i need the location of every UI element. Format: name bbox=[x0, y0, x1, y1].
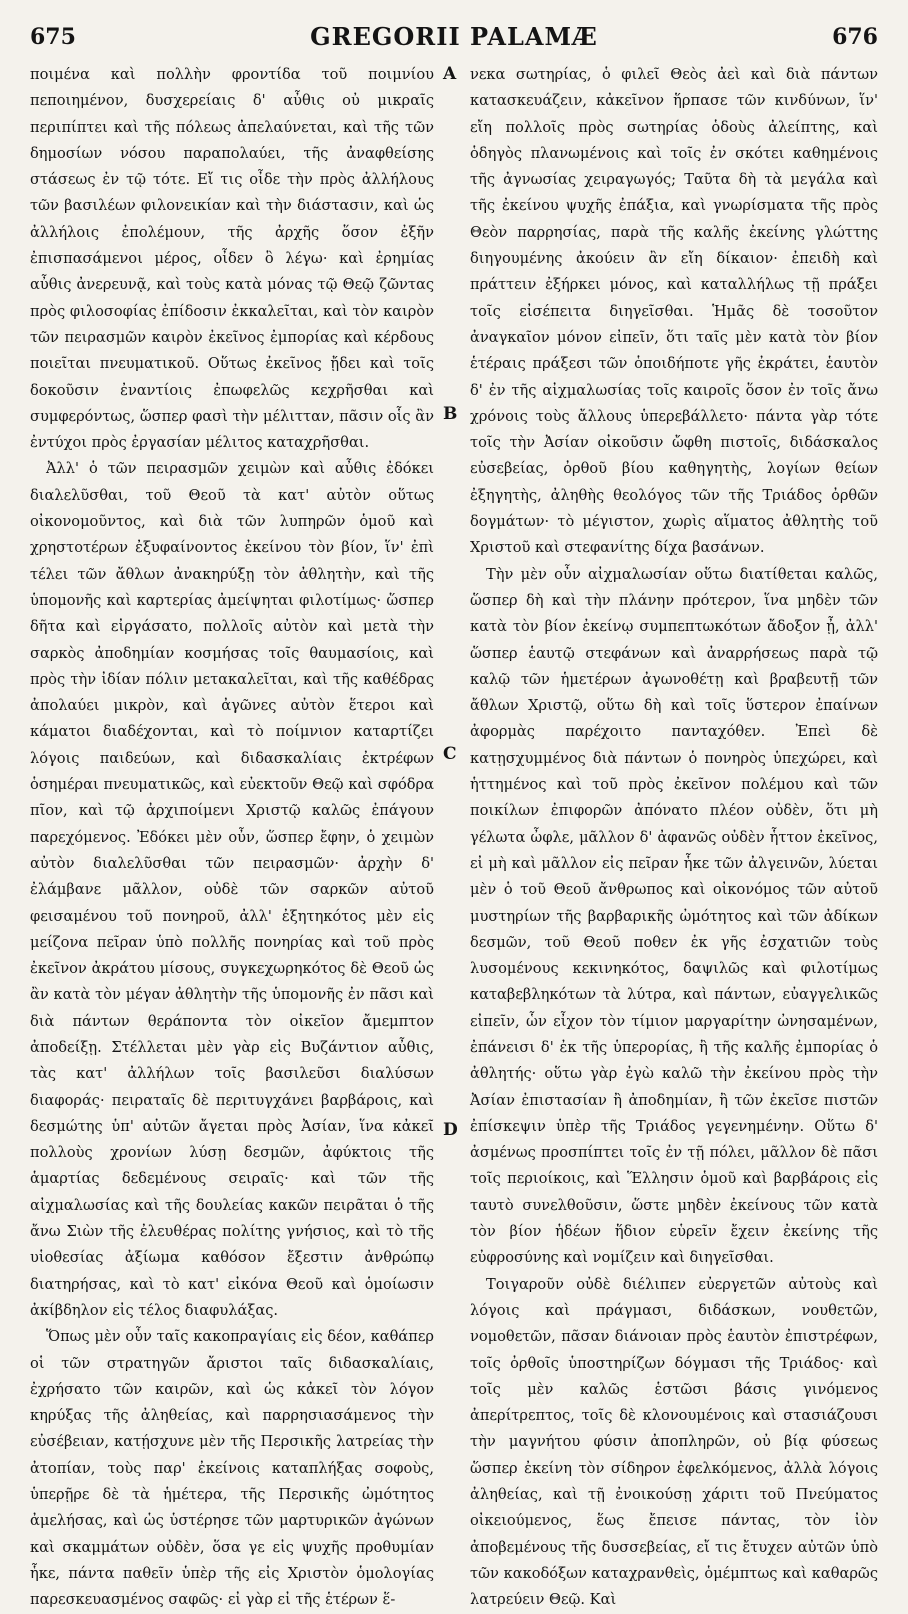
paragraph: νεκα σωτηρίας, ὁ φιλεῖ Θεὸς ἀεὶ καὶ διὰ πάντων κατασκευάζειν, κἀκεῖνον ἥρπασε τῶν κινδύνων, ἵν' εἴη πολλοῖς πρὸς σωτηρίας ὁδοὺς ἀλείπτης, καὶ ὁδηγὸς πλανωμένοις καὶ τοῖς ἐν σκότει καθημένοις τῆς ἀγνωσίας χειραγωγός; Ταῦτα δὴ τὰ μεγάλα καὶ τῆς ἐκείνου ψυχῆς ἐπάξια, καὶ γνωρίσματα τῆς πρὸς Θεὸν παρρησίας, παρὰ τῆς καλῆς ἐκείνης γλώττης διηγουμένης ἀκούειν ἂν εἴη δίκαιον· ἐπειδὴ καὶ πράττειν ἐξήρκει μόνος, καὶ καταλλήλως τῇ πράξει τοῖς εἰσέπειτα διηγεῖσθαι. Ἡμᾶς δὲ τοσοῦτον ἀναγκαῖον μόνον εἰπεῖν, ὅτι ταῖς μὲν κατὰ τὸν βίον ἑτέραις πράξεσι τῶν ὁποιδήποτε γῆς ἐκράτει, ἑαυτὸν δ' ἐν τῆς αἰχμαλωσίας τοῖς καιροῖς ὅσον ἐν τοῖς ἄνω χρόνοις τοὺς ἄλλους ὑπερεβάλλετο· πάντα γὰρ τότε τοῖς τὴν Ἀσίαν οἰκοῦσιν ὤφθη πιστοῖς, διδάσκαλος εὐσεβείας, ὀρθοῦ βίου καθηγητὴς, λογίων θείων ἐξηγητὴς, ἀληθὴς θεολόγος τῶν τῆς Τριάδος ὀρθῶν δογμάτων· τὸ μέγιστον, χωρὶς αἵματος ἀθλητὴς τοῦ Χριστοῦ καὶ στεφανίτης δίχα βασάνων. bbox=[470, 66, 878, 557]
running-header bbox=[30, 18, 878, 58]
margin-marker-b: B bbox=[443, 404, 458, 424]
paragraph: ποιμένα καὶ πολλὴν φροντίδα τοῦ ποιμνίου πεποιημένον, δυσχερείαις δ' αὖθις οὐ μικραῖς περιπίπτει καὶ τῆς πόλεως ἀπελαύνεται, καὶ τῆς τῶν δημοσίων νόσου παραπολαύει, τῆς ἀναφθείσης στάσεως ἐν τῷ τότε. Εἴ τις οἶδε τὴν πρὸς ἀλλήλους τῶν βασιλέων φιλονεικίαν καὶ τὴν διάστασιν, καὶ ὡς ἀλλήλοις ἐπολέμουν, τῆς ἀρχῆς ὅσον ἐξῆν ἐπισπασάμενοι μέρος, οἶδεν ὃ λέγω· καὶ ἐρημίας αὖθις ἀνερευνᾷ, καὶ τοὺς κατὰ μόνας τῷ Θεῷ ζῶντας πρὸς φιλοσοφίας ἐπίδοσιν ἐκκαλεῖται, καὶ τὸν καιρὸν τῶν πειρασμῶν καιρὸν ἐκεῖνος ἐμπορίας καὶ κέρδους ποιεῖται πνευματικοῦ. Οὕτως ἐκεῖνος ᾔδει καὶ τοῖς δοκοῦσιν ἐναντίοις ἐπωφελῶς κεχρῆσθαι καὶ συμφερόντως, ὥσπερ φασὶ τὴν μέλιτταν, πᾶσιν οἷς ἂν ἐντύχοι πρὸς ἐργασίαν μέλιτος καταχρῆσθαι. bbox=[30, 66, 434, 452]
running-title: GREGORII PALAMÆ bbox=[310, 22, 598, 51]
page-number-right: 676 bbox=[832, 24, 878, 50]
margin-marker-c: C bbox=[443, 744, 457, 764]
paragraph: Ἀλλ' ὁ τῶν πειρασμῶν χειμὼν καὶ αὖθις ἐδόκει διαλελῦσθαι, τοῦ Θεοῦ τὰ κατ' αὐτὸν οὕτως οἰκονομοῦντος, καὶ διὰ τῶν λυπηρῶν ὁμοῦ καὶ χρηστοτέρων ἐξυφαίνοντος ἐκείνου τὸν βίον, ἵν' ἐπὶ τέλει τῶν ἄθλων ἀνακηρύξῃ τὸν ἀθλητὴν, καὶ τῆς ὑπομονῆς καὶ καρτερίας ἀμείψηται φιλοτίμως· ὥσπερ δῆτα καὶ εἰργάσατο, πολλοῖς αὐτὸν καὶ μετὰ τὴν σαρκὸς ἀποδημίαν κοσμήσας τοῖς θαυμασίοις, καὶ πρὸς τὴν ἰδίαν πόλιν μετακαλεῖται, καὶ τῆς καθέδρας ἀπολαύει μικρὸν, καὶ ἀγῶνες αὐτὸν ἕτεροι καὶ κάματοι διαδέχονται, καὶ τὸ ποίμνιον καταρτίζει λόγοις παιδεύων, καὶ διδασκαλίαις ἐκτρέφων ὁσημέραι πνευματικῶς, καὶ εὐεκτοῦν Θεῷ καὶ σφόδρα πῖον, καὶ τῷ ἀρχιποίμενι Χριστῷ καλῶς ἐπάγουν παρεχόμενος. Ἐδόκει μὲν οὖν, ὥσπερ ἔφην, ὁ χειμὼν αὐτὸν διαλελῦσθαι τῶν πειρασμῶν· ἀρχὴν δ' ἐλάμβανε μᾶλλον, οὐδὲ τῶν σαρκῶν αὐτοῦ φεισαμένου τοῦ πονηροῦ, ἀλλ' ἐξητηκότος μὲν εἰς μείζονα πεῖραν ὑπὸ πολλῆς πονηρίας καὶ τοῦ πρὸς ἐκεῖνον ἀκράτου μίσους, συγκεχωρηκότος δὲ Θεοῦ ὡς ἂν κατὰ τὸν μέγαν ἀθλητὴν τῆς ὑπομονῆς ἐν πᾶσι καὶ διὰ πάντων θεράποντα τὸν οἰκεῖον ἄμεμπτον ἀποδείξῃ. Στέλλεται μὲν γὰρ εἰς Βυζάντιον αὖθις, τὰς κατ' ἀλλήλων τοῖς βασιλεῦσι διαλύσων διαφοράς· πειραταῖς δὲ περιτυγχάνει βαρβάροις, καὶ δεσμώτης ὑπ' αὐτῶν ἄγεται πρὸς Ἀσίαν, ἵνα κἀκεῖ πολλοὺς χρονίων λύσῃ δεσμῶν, ἀφύκτοις τῆς ἁμαρτίας δεδεμένους σειραῖς· καὶ τῶν τῆς αἰχμαλωσίας καὶ τῆς δουλείας κακῶν πειρᾶται ὁ τῆς ἄνω Σιὼν τῆς ἐλευθέρας πολίτης γνήσιος, καὶ τὸ τῆς υἱοθεσίας ἀξίωμα καθόσον ἔξεστιν ἀνθρώπῳ διατηρήσας, καὶ τὸ κατ' εἰκόνα Θεοῦ καὶ ὁμοίωσιν ἀκίβδηλον εἰς τέλος διαφυλάξας. bbox=[30, 460, 434, 1319]
page-number-left: 675 bbox=[30, 24, 76, 50]
left-column bbox=[30, 62, 434, 1609]
margin-marker-a: A bbox=[443, 64, 457, 84]
paragraph: Τὴν μὲν οὖν αἰχμαλωσίαν οὕτω διατίθεται καλῶς, ὥσπερ δὴ καὶ τὴν πλάνην πρότερον, ἵνα μηδὲν τῶν κατὰ τὸν βίον ἐκείνῳ συμπεπτωκότων ἄδοξον ᾖ, ἀλλ' ὥσπερ ἑαυτῷ στεφάνων καὶ ἀναρρήσεως παρὰ τῷ καλῷ τῶν ἡμετέρων ἀγωνοθέτῃ καὶ βραβευτῇ τῶν ἄθλων Χριστῷ, οὕτω δὴ καὶ τοῖς ὕστερον ἐπαίνων ἀφορμὰς παρέχοιτο πανταχόθεν. Ἐπεὶ δὲ κατῃσχυμμένος διὰ πάντων ὁ πονηρὸς ὑπεχώρει, καὶ ἡττημένος καὶ τοῦ πρὸς ἐκεῖνον πολέμου καὶ τῶν ποικίλων ἐπιφορῶν ἀπόνατο πλέον οὐδὲν, ὅτι μὴ γέλωτα ὦφλε, μᾶλλον δ' ἀφανῶς οὐδὲν ἧττον ἐκεῖνος, εἰ μὴ καὶ μᾶλλον εἰς πεῖραν ἧκε τῶν ἀλγεινῶν, λύεται μὲν ὁ τοῦ Θεοῦ ἄνθρωπος καὶ οἰκονόμος τῶν αὐτοῦ μυστηρίων τῆς βαρβαρικῆς ὠμότητος καὶ τῶν ἀδίκων δεσμῶν, τοῦ Θεοῦ ποθεν ἐκ γῆς ἐσχατιῶν τοὺς λυσομένους κεκινηκότος, δαψιλῶς καὶ φιλοτίμως καταβεβληκότων τὰ λύτρα, καὶ πάντων, εὐαγγελικῶς εἰπεῖν, ὧν εἶχον τὸν τίμιον μαργαρίτην ὠνησαμένων, ἐπάνεισι δ' ἐκ τῆς ὑπερορίας, ἢ τῆς καλῆς ἐμπορίας ὁ ἀθλητής· οὕτω γὰρ ἐγὼ καλῶ τὴν ἐκείνου πρὸς τὴν Ἀσίαν ἐπιστασίαν ἢ ἀποδημίαν, ἢ τῶν ἐκεῖσε πιστῶν ἐπίσκεψιν ὑπὲρ τῆς Τριάδος γεγενημένην. Οὕτω δ' ἀσμένως προσπίπτει τοῖς ἐν τῇ πόλει, μᾶλλον δὲ πᾶσι τοῖς περιοίκοις, καὶ Ἕλλησιν ὁμοῦ καὶ βαρβάροις εἰς ταυτὸ συνελθοῦσιν, ὥστε μηδὲν ἐκείνους τῶν κατὰ τὸν βίον ἡδέων ἥδιον εὑρεῖν ἔχειν ἐκείνης τῆς εὐφροσύνης καὶ νομίζειν καὶ διηγεῖσθαι. bbox=[470, 565, 878, 1267]
paragraph: Ὅπως μὲν οὖν ταῖς κακοπραγίαις εἰς δέον, καθάπερ οἱ τῶν στρατηγῶν ἄριστοι ταῖς διδασκαλίαις, ἐχρήσατο τῶν καιρῶν, καὶ ὡς κἀκεῖ τὸν λόγον κηρύξας τῆς ἀληθείας, καὶ παρρησιασάμενος τὴν εὐσέβειαν, κατῄσχυνε μὲν τῆς Περσικῆς λατρείας τὴν ἀτοπίαν, τοὺς παρ' ἐκείνοις καταπλήξας σοφοὺς, ὑπερῇρε δὲ τὰ ἡμέτερα, τῆς Περσικῆς ὠμότητος ἀμελήσας, καὶ ὡς ὑστέρησε τῶν μαρτυρικῶν ἀγώνων καὶ σκαμμάτων οὐδὲν, ὅσα γε εἰς ψυχῆς προθυμίαν ἧκε, πάντα παθεῖν ὑπὲρ τῆς εἰς Χριστὸν ὁμολογίας παρεσκευασμένος σαφῶς· εἰ γὰρ εἰ τῆς ἑτέρων ἕ- bbox=[30, 1328, 434, 1609]
margin-marker-d: D bbox=[443, 1120, 458, 1140]
paragraph: Τοιγαροῦν οὐδὲ διέλιπεν εὐεργετῶν αὐτοὺς καὶ λόγοις καὶ πράγμασι, διδάσκων, νουθετῶν, νομοθετῶν, πᾶσαν διάνοιαν πρὸς ἑαυτὸν ἐπιστρέφων, τοῖς ὀρθοῖς ὑποστηρίζων δόγμασι τῆς Τριάδος· καὶ τοῖς μὲν καλῶς ἑστῶσι βάσις γινόμενος ἀπερίτρεπτος, τοῖς δὲ κλονουμένοις καὶ στασιάζουσι τὴν μαγνήτου φύσιν ἀποπληρῶν, οὐ βίᾳ φύσεως ὥσπερ ἐκείνη τὸν σίδηρον ἐφελκόμενος, ἀλλὰ λόγοις ἀληθείας, καὶ τῇ ἐνοικούσῃ χάριτι τοῦ Πνεύματος οἰκειούμενος, ἕως ἔπεισε πάντας, τὸν ἰὸν ἀποβεμένους τῆς δυσσεβείας, εἴ τις ἔτυχεν αὐτῶν ὑπὸ τῶν κακοδόξων καταχρανθεὶς, ὁμέμπτως καὶ καθαρῶς λατρεύειν Θεῷ. Καὶ bbox=[470, 1275, 878, 1609]
right-column bbox=[470, 62, 878, 1609]
